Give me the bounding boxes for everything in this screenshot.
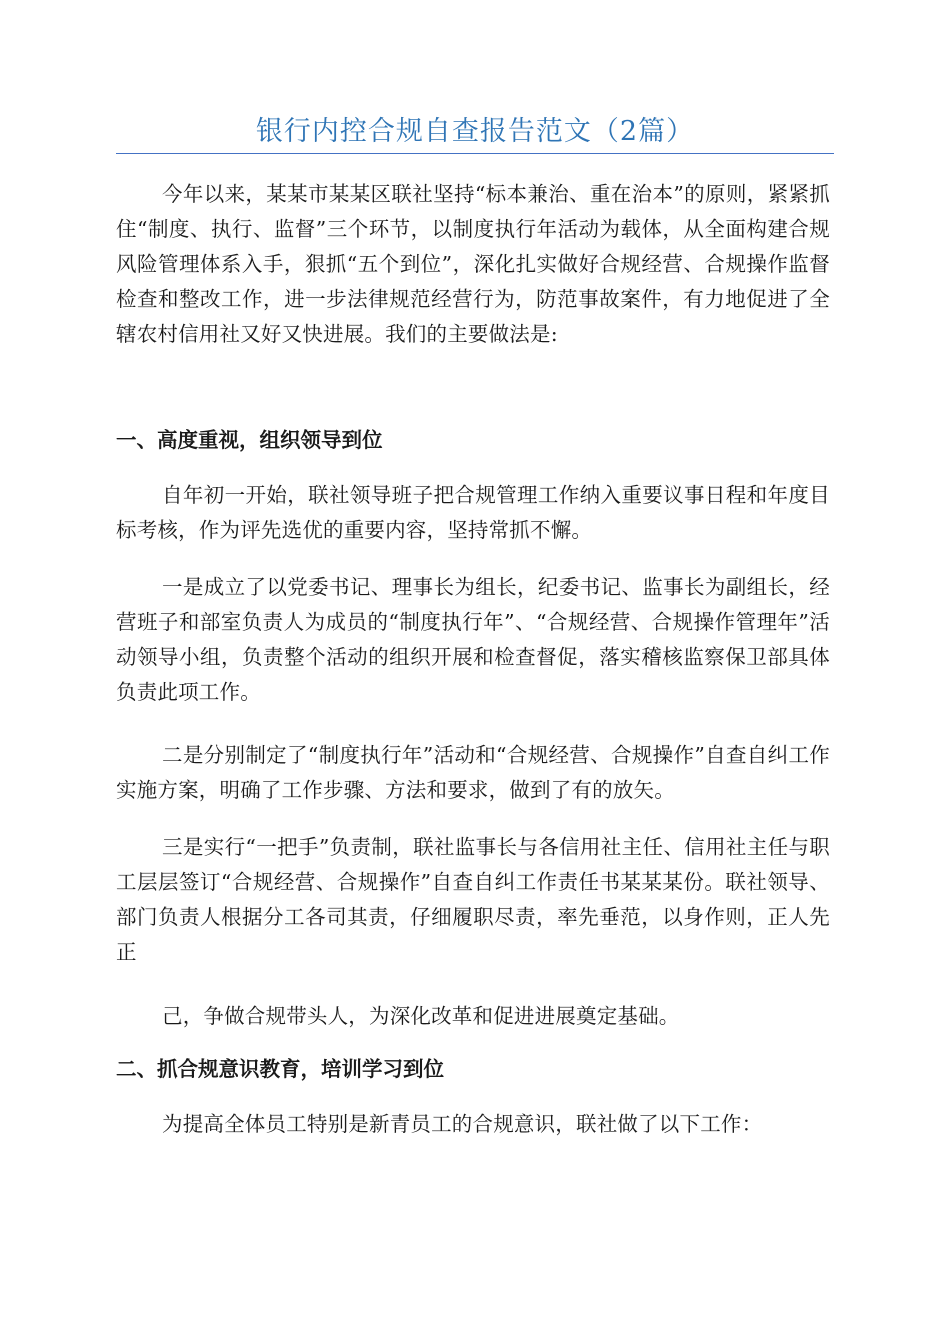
section1-paragraph-3: 二是分别制定了“制度执行年”活动和“合规经营、合规操作”自查自纠工作实施方案，明确了工作步骤、方法和要求，做到了有的放矢。: [116, 743, 830, 802]
intro-paragraph: 今年以来，某某市某某区联社坚持“标本兼治、重在治本”的原则，紧紧抓住“制度、执行、监督”三个环节，以制度执行年活动为载体，从全面构建合规风险管理体系入手，狠抓“五个到位”，深化扎实做好合规经营、合规操作监督检查和整改工作，进一步法律规范经营行为，防范事故案件，有力地促进了全辖农村信用社又好又快进展。我们的主要做法是:: [116, 182, 830, 346]
title-underline: [116, 153, 834, 154]
section1-paragraph-1: 自年初一开始，联社领导班子把合规管理工作纳入重要议事日程和年度目标考核，作为评先选优的重要内容，坚持常抓不懈。: [116, 483, 830, 542]
section-heading-2: 二、抓合规意识教育，培训学习到位: [116, 1057, 444, 1081]
document-title: 银行内控合规自查报告范文（2篇）: [255, 116, 695, 147]
section1-paragraph-2: 一是成立了以党委书记、理事长为组长，纪委书记、监事长为副组长，经营班子和部室负责人为成员的“制度执行年”、“合规经营、合规操作管理年”活动领导小组，负责整个活动的组织开展和检查督促，落实稽核监察保卫部具体负责此项工作。: [116, 575, 830, 704]
section-heading-1: 一、高度重视，组织领导到位: [116, 428, 383, 452]
section1-paragraph-4: 三是实行“一把手”负责制，联社监事长与各信用社主任、信用社主任与职工层层签订“合规经营、合规操作”自查自纠工作责任书某某某份。联社领导、部门负责人根据分工各司其责，仔细履职尽责，率先垂范，以身作则，正人先正: [116, 835, 830, 964]
section1-paragraph-5: 己，争做合规带头人，为深化改革和促进进展奠定基础。: [162, 1004, 680, 1028]
section2-paragraph-1: 为提高全体员工特别是新青员工的合规意识，联社做了以下工作：: [162, 1112, 763, 1136]
